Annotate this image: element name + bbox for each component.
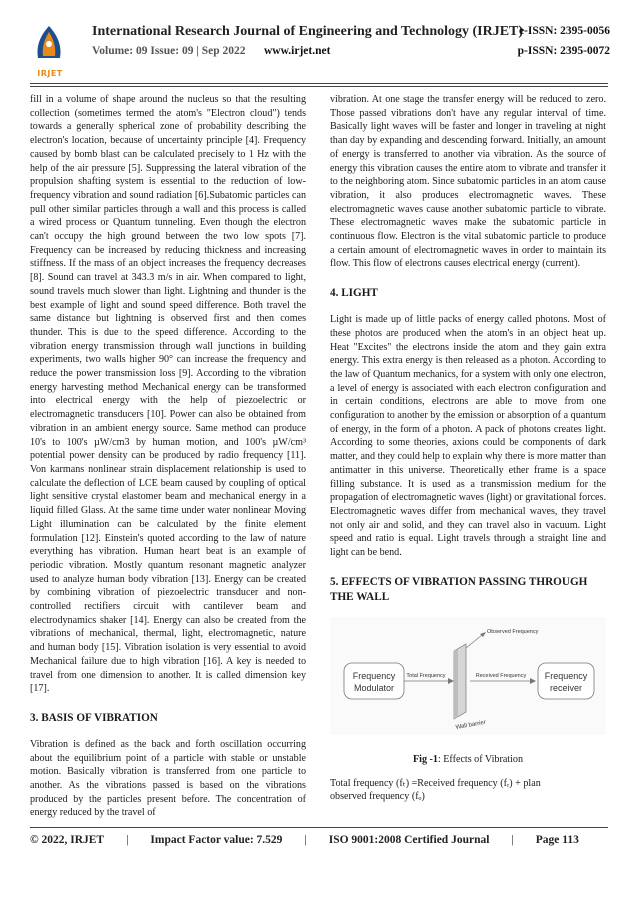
body-paragraph: vibration. At one stage the transfer energy will be reduced to zero. Those passed vibrations don't have any regular interval of time. Basically light waves will be faster and longer in traveling at night than day by expanding and descending forward. Initially, an amount of energy is transferred to another via vibration. As the source of energy this vibration causes the entire atom to vibrate and transfer it to the neighboring atom. Since subatomic particles in an atom cause vibration, it also produces electromagnetic waves. These electromagnetic waves cause another subatomic particle to vibrate. These electromagnetic waves make the subatomic particle in continuous flow. Electron is the vital subatomic particle to produce a certain amount of electromagnetic waves in order to maintain its flow. This flow of electrons causes electrical energy (current).: [330, 94, 606, 270]
received-frequency-label: Received Frequency: [475, 672, 527, 679]
left-column: [30, 93, 306, 820]
header-divider: [30, 83, 608, 84]
p-issn: p-ISSN: 2395-0072: [517, 45, 610, 57]
frequency-modulator-box: [344, 663, 404, 699]
journal-title: International Research Journal of Engineering and Technology (IRJET): [92, 24, 524, 39]
vibration-diagram: [330, 617, 606, 735]
formula-line: Total frequency (fₜ) =Received frequency (fᵣ) + plan: [330, 777, 541, 789]
logo-text: IRJET: [37, 69, 63, 78]
volume-issue: Volume: 09 Issue: 09 | Sep 2022: [92, 45, 246, 57]
modulator-label-line1: Frequency: [352, 670, 396, 681]
section-heading: 3. BASIS OF VIBRATION: [30, 711, 158, 724]
modulator-label-line2: Modulator: [353, 682, 395, 693]
frequency-receiver-box: [538, 663, 594, 699]
figure-caption: [330, 753, 606, 767]
wall-barrier-label: Wall barrier: [455, 719, 487, 731]
right-column: [330, 93, 606, 804]
body-paragraph: Vibration is defined as the back and forth oscillation occurring about the equilibrium point of a particle with stable or unstable motion. Basically vibration is transferred from one particle to another. As the vibrations passed is based on the vibrations produced by the particles present before. The concentration of energy reduced by the travel of: [30, 738, 306, 819]
irjet-logo-icon: [30, 24, 68, 74]
body-paragraph: Light is made up of little packs of energy called photons. Most of these photos are produced when the atom's in an object heat up. Heat "Excites" the electrons inside the atom and they gain extra energy. This extra energy is then released as a photon. According to the law of Quantum mechanics, for a system with only one electron, a level of energy is associated with each electron configuration and in certain conditions, electrons are able to move from one configuration to another by the emission or absorption of a quantum of energy, in the form of a photon. A pack of photons creates light. According to some theories, axions could be components of dark matter, and they could help to explain why there is more matter than antimatter in this universe. Theoretically ether frame is a space filling substance. It is used as a transmission medium for the propagation of electromagnetic waves (light) or gravitational forces. Electromagnetic waves differ from mechanical waves, they travel not only air and solid, and they can travel also in vacuum. Light speed and ratio is equal. Light travels through a straight line and light can be bend.: [330, 314, 606, 559]
footer-divider: [30, 827, 608, 828]
page-footer: © 2022, IRJET | Impact Factor value: 7.529 | ISO 9001:2008 Certified Journal | Page 113: [30, 834, 579, 846]
journal-website-link[interactable]: www.irjet.net: [264, 45, 331, 57]
page-number: Page 113: [535, 834, 579, 846]
iso-certification: ISO 9001:2008 Certified Journal: [328, 834, 490, 846]
receiver-label-line2: receiver: [549, 682, 583, 693]
receiver-label-line1: Frequency: [544, 670, 588, 681]
header-divider-secondary: [30, 86, 608, 87]
body-paragraph: fill in a volume of shape around the nucleus so that the resulting collection (sometimes termed the atom's "Electron cloud") tends towards a generally spherical zone of probability describing the electron's location, because of uncertainty principle [4]. Frequency caused by bomb blast can be calculated precisely to 1 Hz with the help of the air pressure [5]. Suppressing the lateral vibration of the propulsion shafting system is essential to the reduction of low-frequency vibration and sound radiation [6].Subatomic particles can pull other similar particles through a wall and this process is called a wired process or Quantum tunneling. Even though the electron can't occupy the high ground between the two low spots [7]. Frequency can be increased by reducing thickness and increasing stiffness. If the mass of an object increases the frequency decreases [8]. Sound can travel at 343.3 m/s in air. When compared to light, sound travels much slower than light. Lightning and thunder is the best example of light and sound speed difference. Both travel the same distance but lightning is observed first and then comes thunder. This is due to the speed difference. According to the vibration energy transmission through wall junctions in building experiments, two walls higher 90° can increase the frequency and reduce the power transmission loss [9]. According to the vibration energy harvesting method Mechanical energy can be transformed into electrical energy with the help of piezoelectric or electromagnetic transducers [10]. Power can also be obtained from vibration in an ambient energy source. Same method can produce 10's to 100's µW/cm3 by human motion, and 100's µW/cm³ potential power density can be produced by radio frequency [11]. Von karmans nonlinear strain displacement relationship is used to calculate the deflection of LCE beam caused by coupling of optical light sensitive crystal elastomer beam and mechanical energy in a liquid filled Glass. At the same time under water nonlinear Moving Light illumination can be calculated by the finite element formulation [12]. Einstein's quoted according to the law of nature everything has vibration. Human heart beat is an example of periodic vibration. Mostly quantum resonant magnetic analyzer used to analyze human body vibration [13]. Energy can be created by combining vibration of piezoelectric transducer and non-controlled rectifiers circuit with cantilever beam and electrodynamics shaker [14]. Energy can also be created from the vibrations of mechanical, thermal, light, electromagnetic, nature and human body [15]. Vibration isolation is very essential to avoid Mechanical failure due to high vibration [16]. A key is needed to travel from one dimension to another. It is called dimension key [17].: [30, 94, 306, 695]
figure-caption-label: Fig -1: [412, 753, 438, 765]
formula-line: observed frequency (fₒ): [330, 791, 425, 803]
total-frequency-label: Total Frequency: [406, 672, 446, 679]
e-issn: e-ISSN: 2395-0056: [518, 25, 610, 37]
observed-frequency-label: Observed Frequency: [487, 628, 539, 635]
page-header: [0, 0, 638, 92]
copyright: © 2022, IRJET: [30, 834, 105, 846]
section-heading: 4. LIGHT: [330, 287, 378, 300]
impact-factor: Impact Factor value: 7.529: [150, 834, 283, 846]
section-heading: 5. EFFECTS OF VIBRATION PASSING THROUGH THE WALL: [330, 575, 588, 603]
figure-caption-text: : Effects of Vibration: [437, 753, 524, 765]
